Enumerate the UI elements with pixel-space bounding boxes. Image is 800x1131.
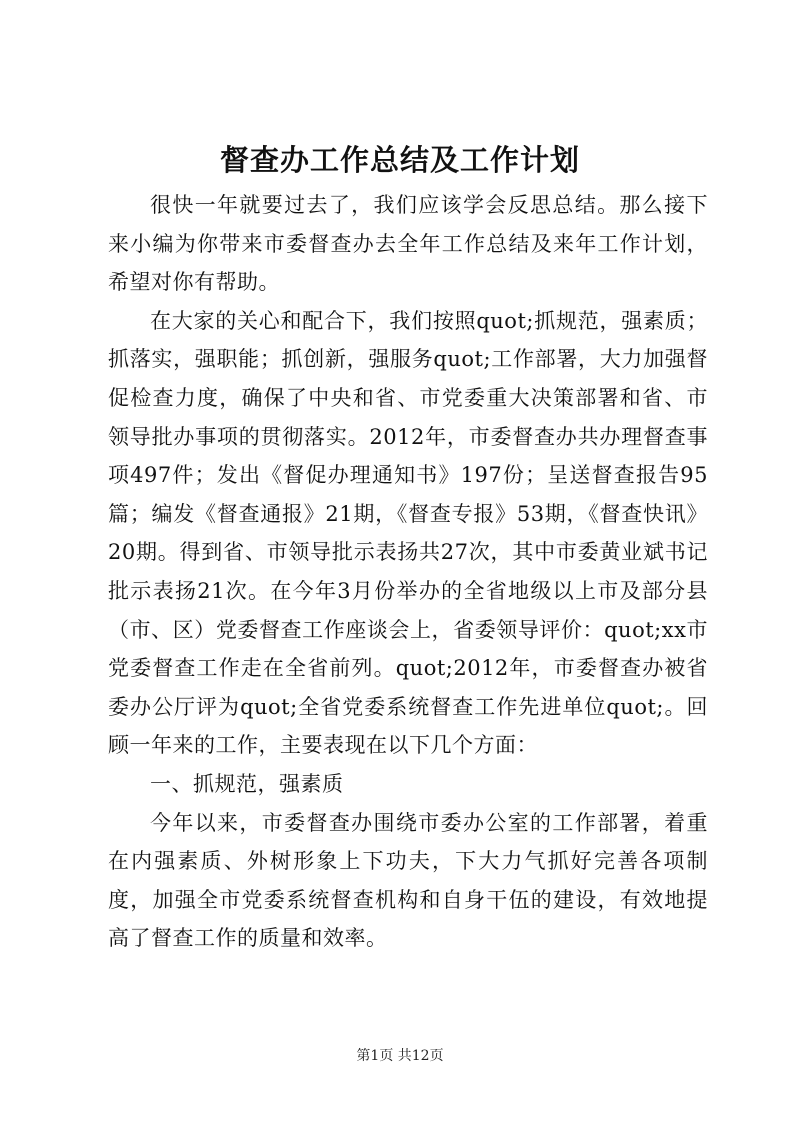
paragraph-intro: 很快一年就要过去了，我们应该学会反思总结。那么接下来小编为你带来市委督查办去全年工作总结及来年工作计划，希望对你有帮助。	[108, 193, 708, 295]
document-title: 督查办工作总结及工作计划	[219, 143, 580, 177]
paragraph-summary: 在大家的关心和配合下，我们按照quot;抓规范，强素质；抓落实，强职能；抓创新，强服务quot;工作部署，大力加强督促检查力度，确保了中央和省、市党委重大决策部署和省、市领导批办事项的贯彻落实。2012年，市委督查办共办理督查事项497件；发出《督促办理通知书》197份；呈送督查报告95篇；编发《督查通报》21期，《督查专报》53期，《督查快讯》20期。得到省、市领导批示表扬共27次，其中市委黄业斌书记批示表扬21次。在今年3月份举办的全省地级以上市及部分县（市、区）党委督查工作座谈会上，省委领导评价：quot;xx市党委督查工作走在全省前列。quot;2012年，市委督查办被省委办公厅评为quot;全省党委系统督查工作先进单位quot;。回顾一年来的工作，主要表现在以下几个方面：	[108, 308, 708, 758]
document-body	[108, 186, 708, 958]
section-heading: 一、抓规范，强素质	[150, 771, 344, 796]
paragraph-section-one: 今年以来，市委督查办围绕市委办公室的工作部署，着重在内强素质、外树形象上下功夫，下大力气抓好完善各项制度，加强全市党委系统督查机构和自身干伍的建设，有效地提高了督查工作的质量和效率。	[108, 810, 708, 951]
page-footer: 第1页 共12页	[356, 1048, 444, 1064]
